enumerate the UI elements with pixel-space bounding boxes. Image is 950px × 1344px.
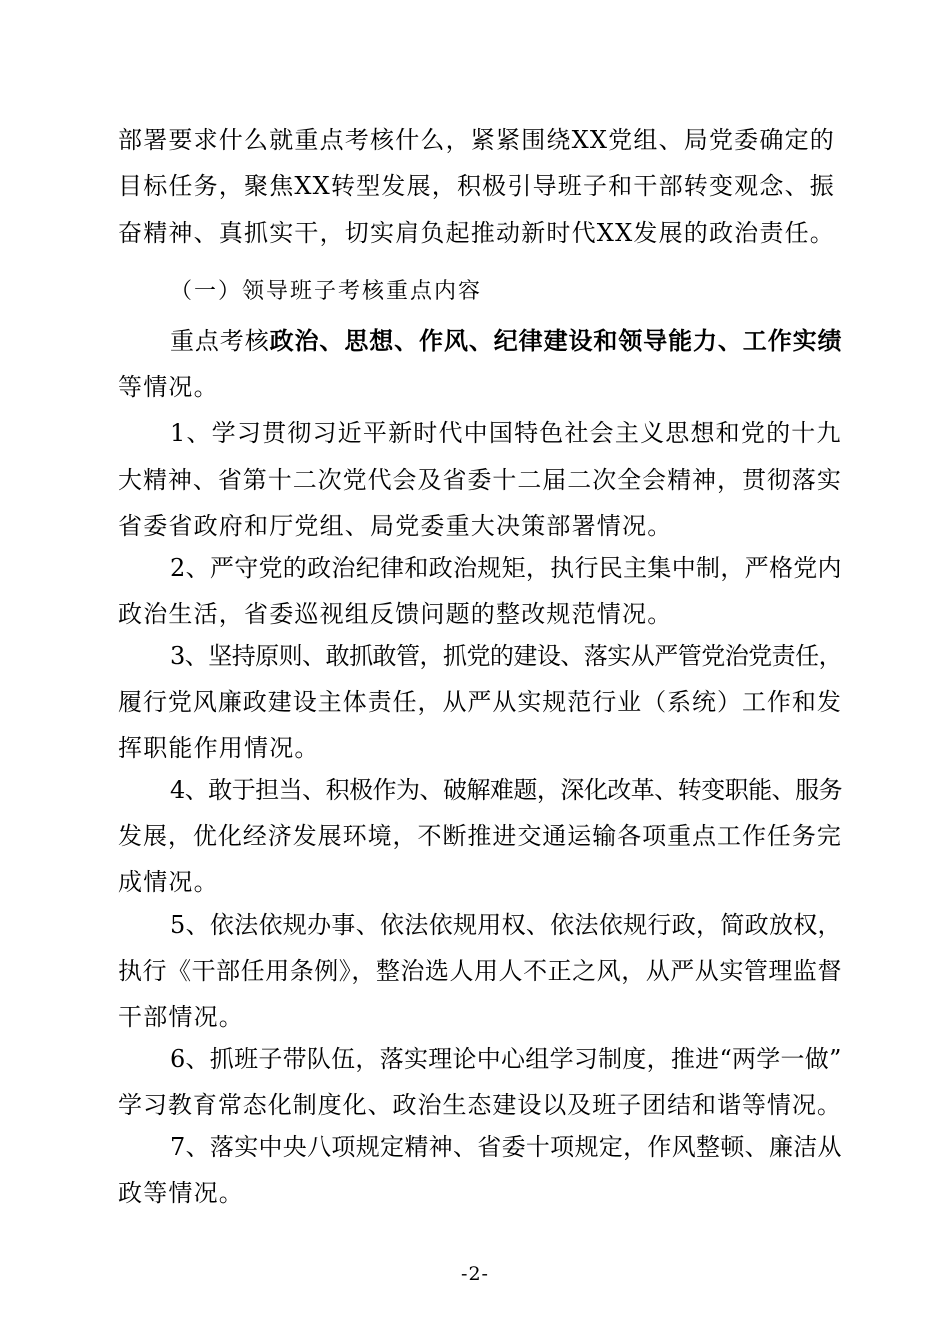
focus-bold-text: 政治、思想、作风、纪律建设和领导能力、工作实绩 (269, 326, 843, 355)
focus-paragraph (170, 325, 842, 357)
item-4-line-1: 4、敢于担当、积极作为、破解难题，深化改革、转变职能、服务 (170, 776, 843, 804)
item-4-line-2: 发展，优化经济发展环境，不断推进交通运输各项重点工作任务完 (118, 822, 842, 850)
item-4-line-3: 成情况。 (118, 868, 219, 896)
item-2-line-2: 政治生活，省委巡视组反馈问题的整改规范情况。 (118, 600, 673, 628)
item-3-line-2: 履行党风廉政建设主体责任，从严从实规范行业（系统）工作和发 (118, 688, 842, 716)
item-6-line-1: 6、抓班子带队伍，落实理论中心组学习制度，推进“两学一做” (170, 1045, 842, 1073)
item-1-line-1: 1、学习贯彻习近平新时代中国特色社会主义思想和党的十九 (170, 419, 842, 447)
item-6-line-2: 学习教育常态化制度化、政治生态建设以及班子团结和谐等情况。 (118, 1091, 842, 1119)
item-1-line-2: 大精神、省第十二次党代会及省委十二届二次全会精神，贯彻落实 (118, 466, 842, 494)
item-5-line-3: 干部情况。 (118, 1003, 244, 1031)
focus-suffix: 等情况。 (118, 373, 219, 401)
item-7-line-2: 政等情况。 (118, 1179, 244, 1207)
item-5-line-2: 执行《干部任用条例》，整治选人用人不正之风，从严从实管理监督 (118, 957, 842, 985)
item-2-line-1: 2、严守党的政治纪律和政治规矩，执行民主集中制，严格党内 (170, 554, 842, 582)
intro-line-1: 部署要求什么就重点考核什么，紧紧围绕XX党组、局党委确定的 (118, 126, 835, 154)
item-1-line-3: 省委省政府和厅党组、局党委重大决策部署情况。 (118, 512, 673, 540)
item-5-line-1: 5、依法依规办事、依法依规用权、依法依规行政，简政放权， (170, 911, 842, 939)
page-number: -2- (461, 1263, 489, 1285)
focus-prefix: 重点考核 (170, 327, 270, 355)
intro-line-3: 奋精神、真抓实干，切实肩负起推动新时代XX发展的政治责任。 (118, 219, 835, 247)
item-3-line-1: 3、坚持原则、敢抓敢管，抓党的建设、落实从严管党治党责任， (170, 642, 843, 670)
item-7-line-1: 7、落实中央八项规定精神、省委十项规定，作风整顿、廉洁从 (170, 1133, 842, 1161)
section-heading: （一）领导班子考核重点内容 (170, 279, 483, 304)
item-3-line-3: 挥职能作用情况。 (118, 734, 320, 762)
intro-line-2: 目标任务，聚焦XX转型发展，积极引导班子和干部转变观念、振 (118, 172, 835, 200)
